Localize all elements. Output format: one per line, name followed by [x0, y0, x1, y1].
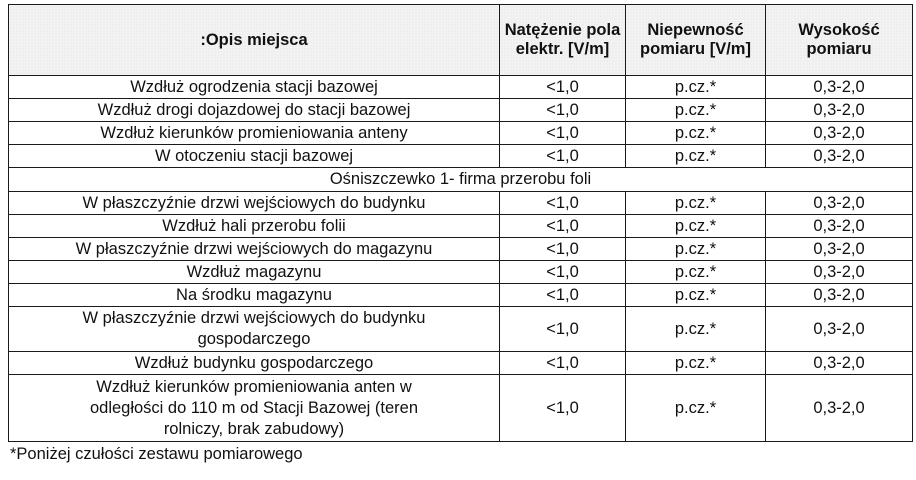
cell-description: [9, 375, 500, 442]
footnote: *Poniżej czułości zestawu pomiarowego: [10, 445, 303, 463]
table-row: [9, 192, 913, 215]
table-row: [9, 145, 913, 168]
cell-uncertainty: p.cz.*: [626, 238, 766, 261]
cell-uncertainty: p.cz.*: [626, 375, 766, 442]
cell-description: Wzdłuż hali przerobu folii: [9, 215, 500, 238]
cell-description: W płaszczyźnie drzwi wejściowych do budynku: [9, 192, 500, 215]
header-field-strength-text: Natężenie pola elektr. [V/m]: [504, 21, 621, 58]
cell-uncertainty: p.cz.*: [626, 99, 766, 122]
header-height: [766, 5, 913, 76]
cell-height: 0,3-2,0: [766, 261, 913, 284]
cell-field: <1,0: [500, 76, 626, 99]
cell-description: Wzdłuż magazynu: [9, 261, 500, 284]
cell-height: 0,3-2,0: [766, 192, 913, 215]
table-row: [9, 307, 913, 352]
header-description-text: :Opis miejsca: [200, 30, 308, 49]
cell-field: <1,0: [500, 375, 626, 442]
cell-field: <1,0: [500, 352, 626, 375]
cell-field: <1,0: [500, 307, 626, 352]
table-row: [9, 238, 913, 261]
cell-height: 0,3-2,0: [766, 215, 913, 238]
table-row: [9, 261, 913, 284]
header-uncertainty-text: Niepewność pomiaru [V/m]: [640, 21, 751, 58]
cell-description-text: W płaszczyźnie drzwi wejściowych do budynku gospodarczego: [82, 309, 426, 348]
cell-height: 0,3-2,0: [766, 307, 913, 352]
cell-field: <1,0: [500, 261, 626, 284]
cell-field: <1,0: [500, 238, 626, 261]
table-body: [9, 76, 913, 442]
table-row: [9, 215, 913, 238]
cell-uncertainty: p.cz.*: [626, 76, 766, 99]
header-uncertainty: [626, 5, 766, 76]
cell-height: 0,3-2,0: [766, 352, 913, 375]
cell-height: 0,3-2,0: [766, 284, 913, 307]
measurement-table: [8, 4, 913, 442]
cell-description: Wzdłuż kierunków promieniowania anteny: [9, 122, 500, 145]
cell-height: 0,3-2,0: [766, 122, 913, 145]
document-page: [8, 4, 912, 464]
cell-height: 0,3-2,0: [766, 145, 913, 168]
cell-description: W otoczeniu stacji bazowej: [9, 145, 500, 168]
cell-field: <1,0: [500, 99, 626, 122]
cell-uncertainty: p.cz.*: [626, 122, 766, 145]
cell-description: Na środku magazynu: [9, 284, 500, 307]
header-row: [9, 5, 913, 76]
header-height-text: Wysokość pomiaru: [798, 21, 880, 58]
table-row: [9, 99, 913, 122]
cell-height: 0,3-2,0: [766, 375, 913, 442]
cell-field: <1,0: [500, 215, 626, 238]
cell-height: 0,3-2,0: [766, 238, 913, 261]
cell-description: [9, 307, 500, 352]
cell-height: 0,3-2,0: [766, 76, 913, 99]
table-row: [9, 284, 913, 307]
section-title: Ośniszczewko 1- firma przerobu foli: [9, 168, 913, 192]
cell-description: Wzdłuż ogrodzenia stacji bazowej: [9, 76, 500, 99]
cell-uncertainty: p.cz.*: [626, 215, 766, 238]
cell-field: <1,0: [500, 122, 626, 145]
cell-uncertainty: p.cz.*: [626, 145, 766, 168]
table-row: [9, 375, 913, 442]
header-field-strength: [500, 5, 626, 76]
cell-field: <1,0: [500, 284, 626, 307]
cell-description: W płaszczyźnie drzwi wejściowych do magazynu: [9, 238, 500, 261]
cell-height: 0,3-2,0: [766, 99, 913, 122]
cell-uncertainty: p.cz.*: [626, 192, 766, 215]
cell-uncertainty: p.cz.*: [626, 352, 766, 375]
cell-field: <1,0: [500, 145, 626, 168]
table-row: [9, 76, 913, 99]
table-row: [9, 352, 913, 375]
cell-field: <1,0: [500, 192, 626, 215]
cell-description: Wzdłuż drogi dojazdowej do stacji bazowej: [9, 99, 500, 122]
table-row: [9, 122, 913, 145]
cell-uncertainty: p.cz.*: [626, 261, 766, 284]
table-header: [9, 5, 913, 76]
cell-uncertainty: p.cz.*: [626, 284, 766, 307]
cell-uncertainty: p.cz.*: [626, 307, 766, 352]
header-description: [9, 5, 500, 76]
section-row: [9, 168, 913, 192]
cell-description-text: Wzdłuż kierunków promieniowania anten w odległości do 110 m od Stacji Bazowej (teren rolniczy, brak zabudowy): [89, 377, 419, 438]
cell-description: Wzdłuż budynku gospodarczego: [9, 352, 500, 375]
